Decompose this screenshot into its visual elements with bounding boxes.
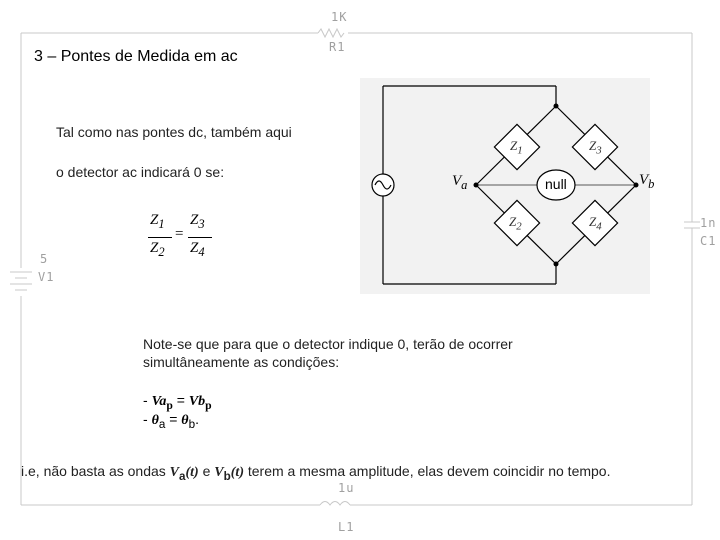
z3-label: $Z_3$ <box>589 138 602 157</box>
eq-fraction-bar-right <box>188 237 212 238</box>
capacitor-name-label: C1 <box>700 234 717 248</box>
note-line-2: simultâneamente as condições: <box>143 354 340 370</box>
inductor-name-label: L1 <box>338 520 355 534</box>
eq-num-right: Z <box>190 212 199 228</box>
eq-num-right-sub: 3 <box>198 217 205 231</box>
z1-label: $Z_1$ <box>510 138 523 157</box>
intro-line-2: o detector ac indicará 0 se: <box>56 164 225 180</box>
source-name-label: V1 <box>38 270 55 284</box>
condition-1: - $Va_p = Vb_p$ <box>143 392 212 412</box>
eq-equals: = <box>175 226 184 242</box>
va-label: $V_a$ <box>452 173 468 192</box>
eq-den-right: Z <box>190 240 199 256</box>
intro-line-1: Tal como nas pontes dc, também aqui <box>56 124 292 140</box>
capacitor-value-label: 1n <box>700 216 717 230</box>
eq-num-left: Z <box>150 212 159 228</box>
conclusion-text: i.e, não basta as ondas $V_a(t)$ e $V_b(t)$ terem a mesma amplitude, elas devem coincidir no tempo. <box>21 463 611 483</box>
note-line-1: Note-se que para que o detector indique 0, terão de ocorrer <box>143 336 513 352</box>
eq-den-left: Z <box>150 240 159 256</box>
eq-num-left-sub: 1 <box>158 217 165 231</box>
eq-fraction-bar-left <box>148 237 172 238</box>
vb-label: $V_b$ <box>639 172 655 191</box>
eq-den-left-sub: 2 <box>158 245 165 259</box>
resistor-value-label: 1K <box>331 10 348 24</box>
balance-equation <box>148 212 214 264</box>
eq-den-right-sub: 4 <box>198 245 205 259</box>
z2-label: $Z_2$ <box>509 214 522 233</box>
z4-label: $Z_4$ <box>589 214 602 233</box>
bridge-diagram <box>360 78 650 294</box>
inductor-value-label: 1u <box>338 481 355 495</box>
slide-title: 3 – Pontes de Medida em ac <box>34 48 238 65</box>
resistor-name-label: R1 <box>329 40 346 54</box>
note-text <box>143 335 513 371</box>
source-value-label: 5 <box>40 252 49 266</box>
condition-2: - $\theta_a = \theta_b$. <box>143 411 199 431</box>
null-label: null <box>545 176 567 192</box>
